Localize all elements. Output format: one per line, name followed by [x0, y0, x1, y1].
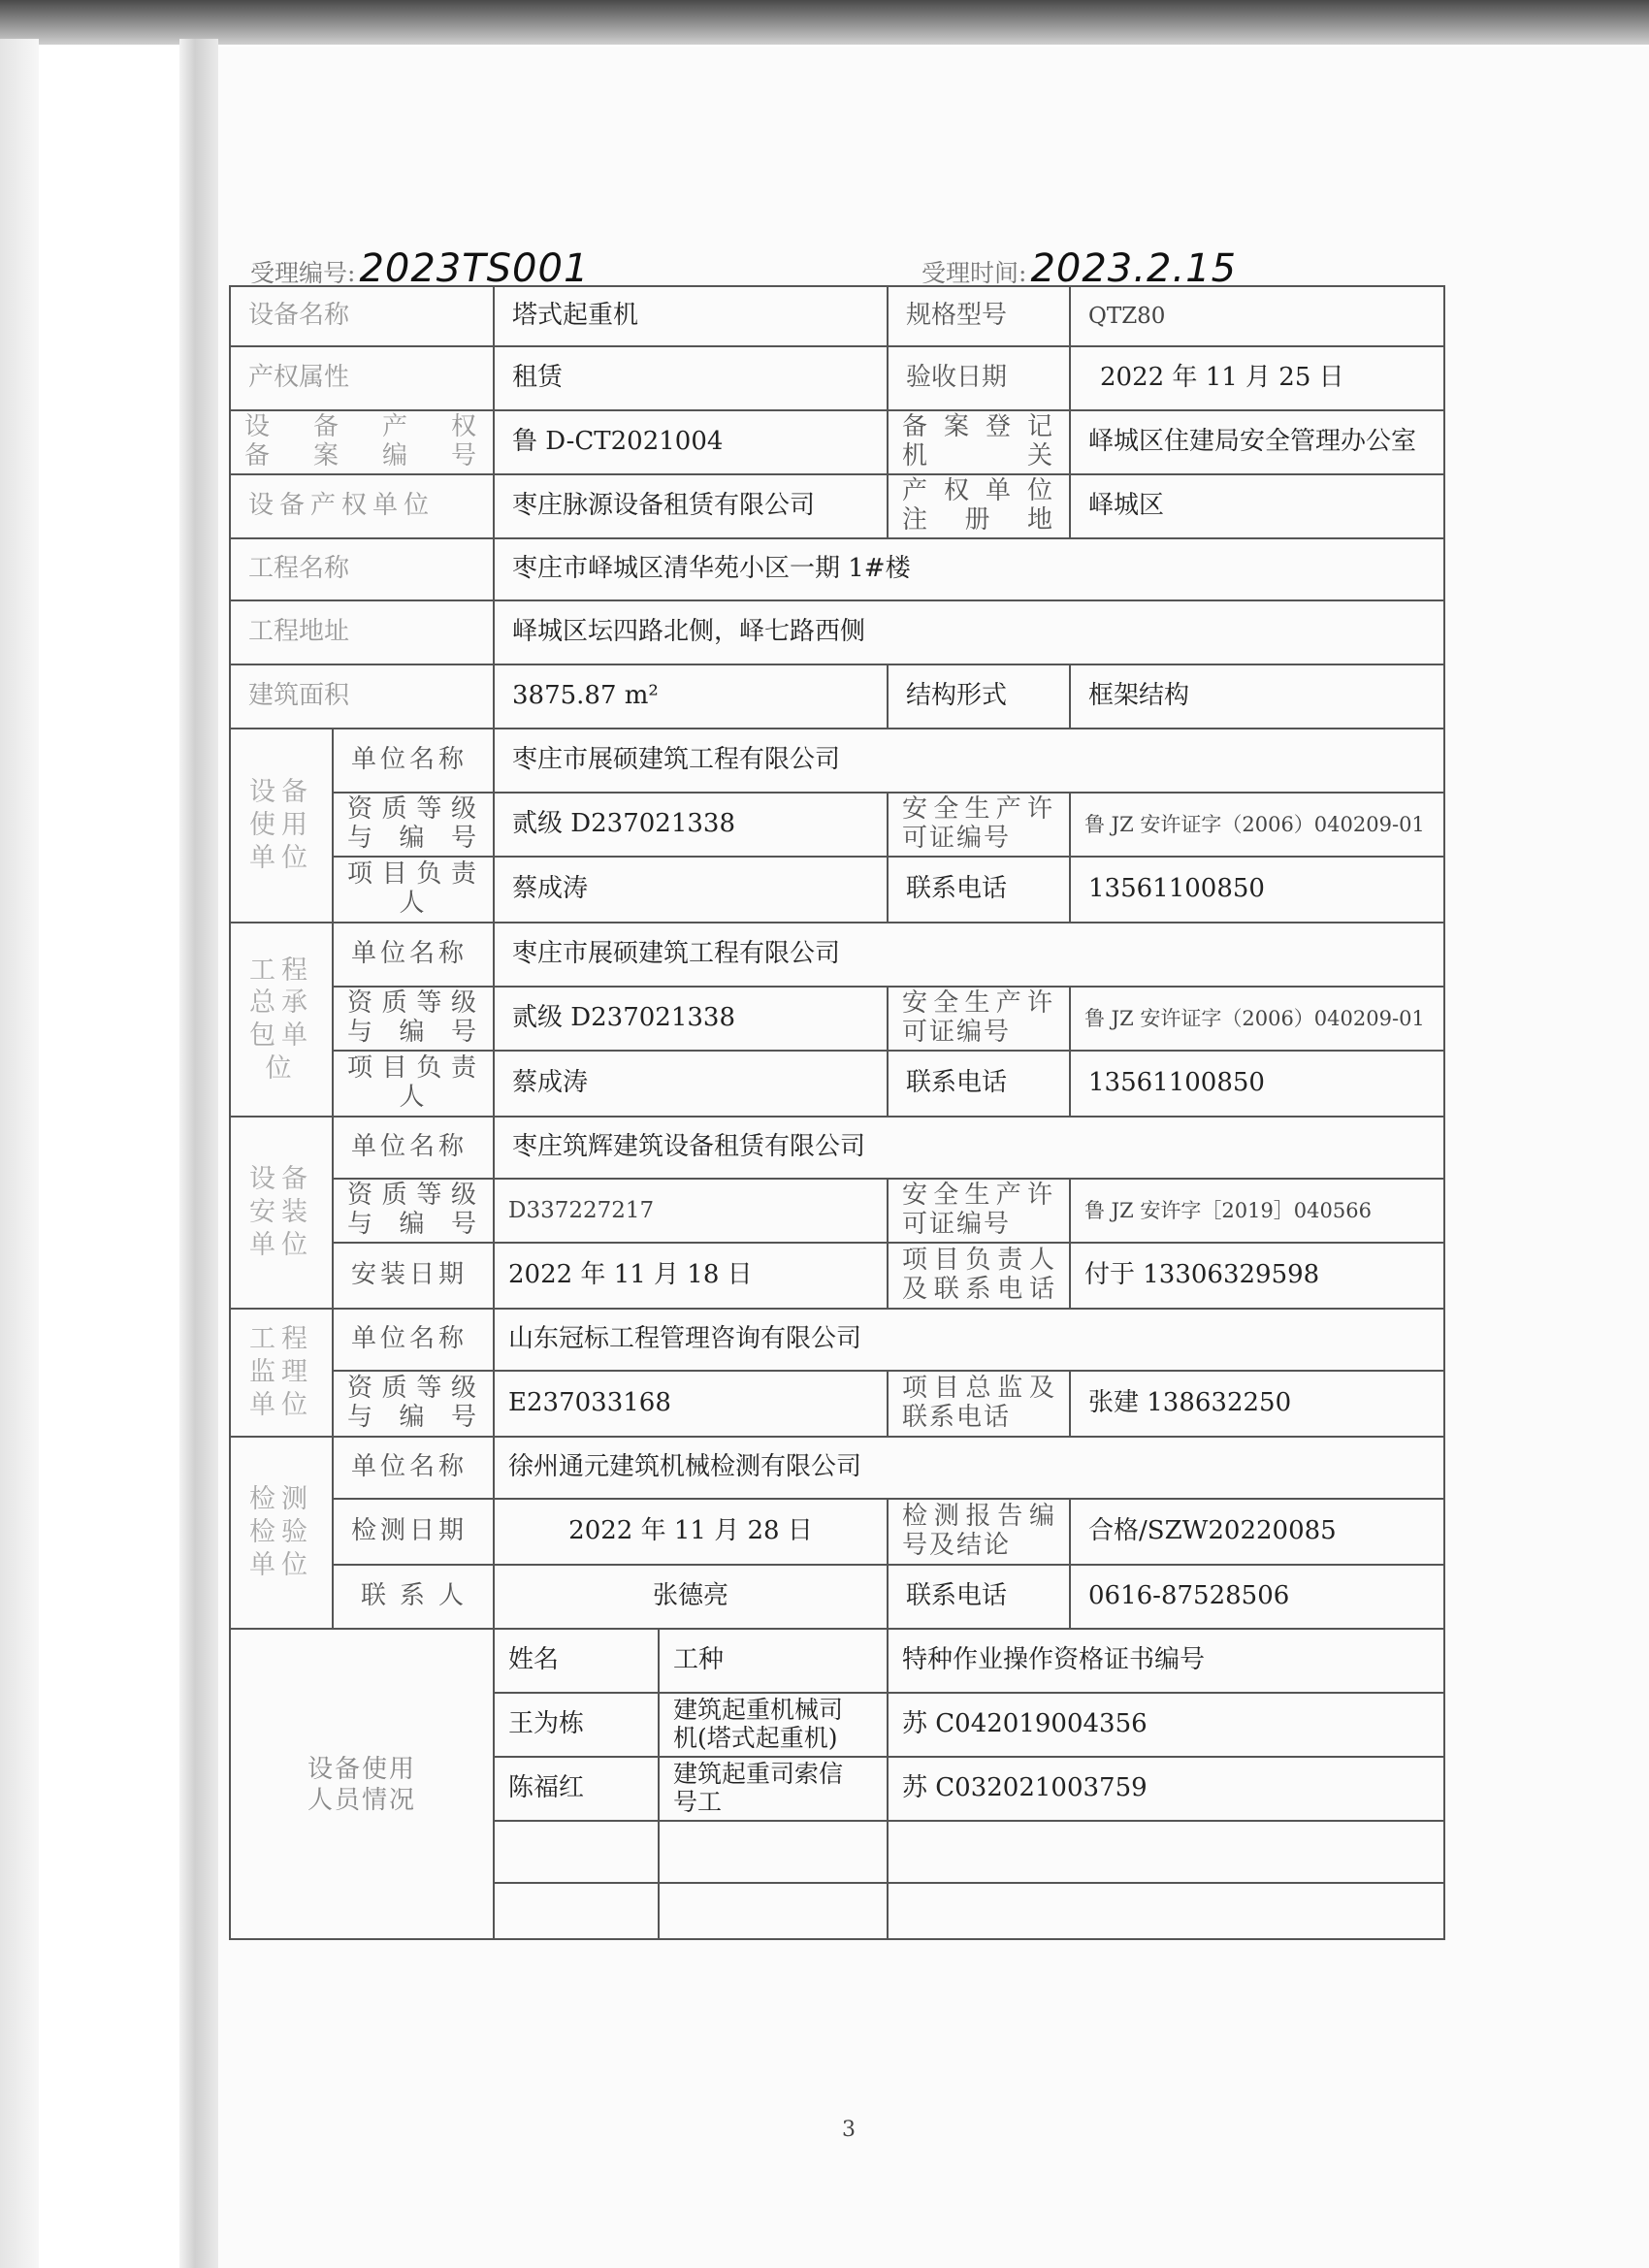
user-unit-name-label: 单位名称 — [334, 729, 495, 794]
inspection-contact-label: 联系人 — [334, 1566, 495, 1630]
scanner-shadow-top — [0, 0, 1649, 45]
record-authority-value: 峄城区住建局安全管理办公室 — [1071, 411, 1445, 475]
installer-manager-value: 付于 13306329598 — [1071, 1244, 1445, 1310]
install-date-label: 安装日期 — [334, 1244, 495, 1310]
operators-col-name: 姓名 — [495, 1630, 660, 1694]
equipment-model-label: 规格型号 — [889, 287, 1071, 347]
project-name-label: 工程名称 — [231, 539, 495, 601]
user-unit-group-label: 设备使用单位 — [231, 729, 334, 923]
operator-4-type — [660, 1884, 889, 1938]
acceptance-number-handwritten: 2023TS001 — [359, 246, 590, 291]
installer-group-label: 设备安装单位 — [231, 1118, 334, 1310]
operators-group-label: 设备使用 人员情况 — [231, 1630, 495, 1940]
inspection-group-label: 检测检验单位 — [231, 1438, 334, 1630]
installer-license-label: 安全生产许 可证编号 — [889, 1180, 1071, 1244]
operator-1-type: 建筑起重机械司 机(塔式起重机) — [660, 1694, 889, 1758]
user-unit-manager-label: 项目负责 人 — [334, 858, 495, 923]
installer-license-value: 鲁 JZ 安许字［2019］040566 — [1071, 1180, 1445, 1244]
operator-3-name — [495, 1822, 660, 1884]
install-date-value: 2022 年 11 月 18 日 — [495, 1244, 889, 1310]
project-name-value: 枣庄市峄城区清华苑小区一期 1#楼 — [495, 539, 1445, 601]
operator-3-cert — [889, 1822, 1445, 1884]
owner-registration-label: 产权单位 注册地 — [889, 475, 1071, 539]
supervisor-chief-value: 张建 138632250 — [1071, 1372, 1445, 1438]
owner-value: 枣庄脉源设备租赁有限公司 — [495, 475, 889, 539]
property-label: 产权属性 — [231, 347, 495, 411]
installer-qualification-value: D337227217 — [495, 1180, 889, 1244]
scanner-edge — [0, 39, 39, 2268]
operator-3-type — [660, 1822, 889, 1884]
operator-1-name: 王为栋 — [495, 1694, 660, 1758]
contractor-license-value: 鲁 JZ 安许证字（2006）040209-01 — [1071, 988, 1445, 1052]
project-address-label: 工程地址 — [231, 601, 495, 665]
inspection-phone-label: 联系电话 — [889, 1566, 1071, 1630]
contractor-manager-value: 蔡成涛 — [495, 1052, 889, 1118]
installer-qualification-label: 资质等级 与编号 — [334, 1180, 495, 1244]
record-authority-label: 备案登记 机关 — [889, 411, 1071, 475]
contractor-name-label: 单位名称 — [334, 923, 495, 988]
acceptance-time-handwritten: 2023.2.15 — [1030, 246, 1238, 291]
operator-2-type: 建筑起重司索信 号工 — [660, 1758, 889, 1822]
supervisor-group-label: 工程监理单位 — [231, 1310, 334, 1438]
user-unit-phone-value: 13561100850 — [1071, 858, 1445, 923]
operators-col-cert: 特种作业操作资格证书编号 — [889, 1630, 1445, 1694]
contractor-phone-label: 联系电话 — [889, 1052, 1071, 1118]
user-unit-qualification-label: 资质等级 与编号 — [334, 794, 495, 858]
contractor-license-label: 安全生产许 可证编号 — [889, 988, 1071, 1052]
contractor-qualification-value: 贰级 D237021338 — [495, 988, 889, 1052]
user-unit-license-value: 鲁 JZ 安许证字（2006）040209-01 — [1071, 794, 1445, 858]
user-unit-name-value: 枣庄市展硕建筑工程有限公司 — [495, 729, 1445, 794]
acceptance-number-label: 受理编号: — [250, 259, 356, 287]
installer-name-label: 单位名称 — [334, 1118, 495, 1180]
acceptance-date-value: 2022 年 11 月 25 日 — [1071, 347, 1445, 411]
equipment-model-value: QTZ80 — [1071, 287, 1445, 347]
structure-value: 框架结构 — [1071, 665, 1445, 729]
operators-col-type: 工种 — [660, 1630, 889, 1694]
supervisor-name-label: 单位名称 — [334, 1310, 495, 1372]
operator-4-name — [495, 1884, 660, 1938]
contractor-phone-value: 13561100850 — [1071, 1052, 1445, 1118]
inspection-contact-value: 张德亮 — [495, 1566, 889, 1630]
acceptance-date-label: 验收日期 — [889, 347, 1071, 411]
operator-4-cert — [889, 1884, 1445, 1938]
supervisor-qualification-label: 资质等级 与编号 — [334, 1372, 495, 1438]
project-address-value: 峄城区坛四路北侧，峄七路西侧 — [495, 601, 1445, 665]
inspection-name-label: 单位名称 — [334, 1438, 495, 1500]
property-value: 租赁 — [495, 347, 889, 411]
building-area-value: 3875.87 m² — [495, 665, 889, 729]
user-unit-phone-label: 联系电话 — [889, 858, 1071, 923]
page-number: 3 — [842, 2118, 856, 2142]
operator-2-name: 陈福红 — [495, 1758, 660, 1822]
equipment-name-label: 设备名称 — [231, 287, 495, 347]
inspection-report-label: 检测报告编 号及结论 — [889, 1500, 1071, 1566]
owner-label: 设备产权单位 — [231, 475, 495, 539]
supervisor-qualification-value: E237033168 — [495, 1372, 889, 1438]
user-unit-manager-value: 蔡成涛 — [495, 858, 889, 923]
user-unit-license-label: 安全生产许 可证编号 — [889, 794, 1071, 858]
installer-name-value: 枣庄筑辉建筑设备租赁有限公司 — [495, 1118, 1445, 1180]
installer-manager-label: 项目负责人 及联系电话 — [889, 1244, 1071, 1310]
book-spine-shadow — [179, 39, 218, 2268]
inspection-report-value: 合格/SZW20220085 — [1071, 1500, 1445, 1566]
operator-2-cert: 苏 C032021003759 — [889, 1758, 1445, 1822]
acceptance-time-label: 受理时间: — [922, 259, 1027, 287]
inspection-name-value: 徐州通元建筑机械检测有限公司 — [495, 1438, 1445, 1500]
building-area-label: 建筑面积 — [231, 665, 495, 729]
operator-1-cert: 苏 C042019004356 — [889, 1694, 1445, 1758]
supervisor-name-value: 山东冠标工程管理咨询有限公司 — [495, 1310, 1445, 1372]
supervisor-chief-label: 项目总监及 联系电话 — [889, 1372, 1071, 1438]
inspection-phone-value: 0616-87528506 — [1071, 1566, 1445, 1630]
record-number-value: 鲁 D-CT2021004 — [495, 411, 889, 475]
record-number-label: 设备产权 备案编号 — [231, 411, 495, 475]
user-unit-qualification-value: 贰级 D237021338 — [495, 794, 889, 858]
registration-table — [229, 285, 1445, 1940]
contractor-group-label: 工程总承包单位 — [231, 923, 334, 1118]
inspection-date-label: 检测日期 — [334, 1500, 495, 1566]
equipment-name-value: 塔式起重机 — [495, 287, 889, 347]
inspection-date-value: 2022 年 11 月 28 日 — [495, 1500, 889, 1566]
structure-label: 结构形式 — [889, 665, 1071, 729]
contractor-name-value: 枣庄市展硕建筑工程有限公司 — [495, 923, 1445, 988]
contractor-manager-label: 项目负责 人 — [334, 1052, 495, 1118]
contractor-qualification-label: 资质等级 与编号 — [334, 988, 495, 1052]
owner-registration-value: 峄城区 — [1071, 475, 1445, 539]
